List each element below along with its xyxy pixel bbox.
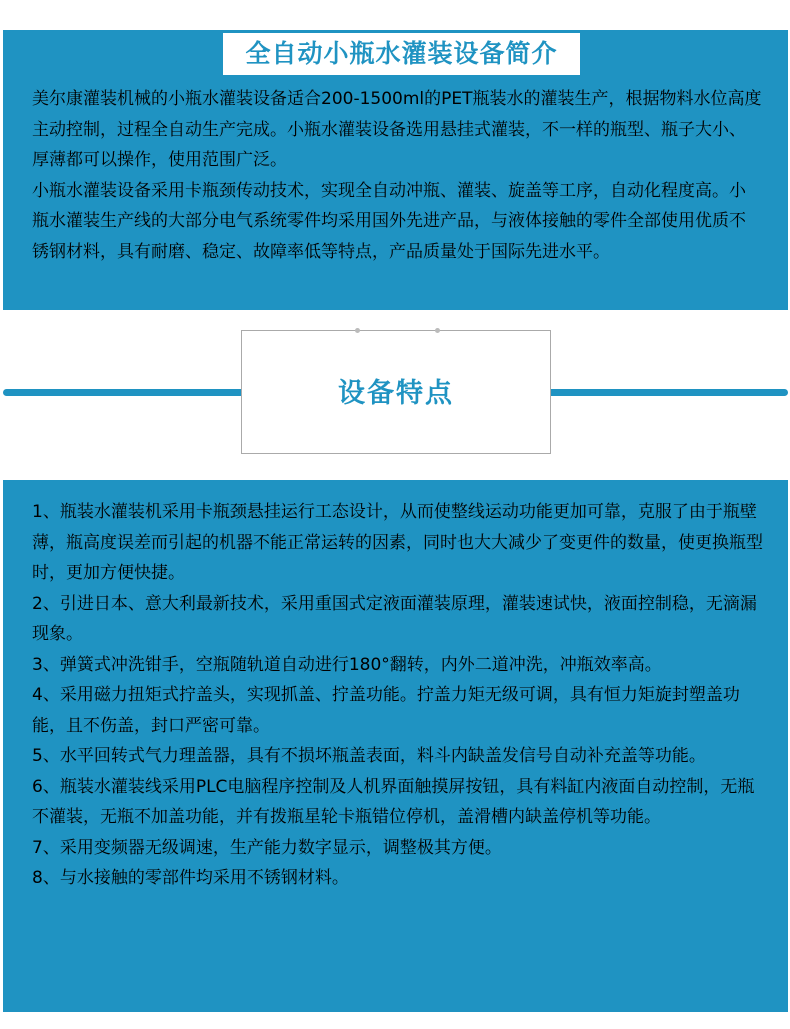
feature-item: 3、弹簧式冲洗钳手，空瓶随轨道自动进行180°翻转，内外二道冲洗，冲瓶效率高。 xyxy=(32,654,662,675)
intro-paragraph: 美尔康灌装机械的小瓶水灌装设备适合200-1500ml的PET瓶装水的灌装生产，根据物料水位高度主动控制，过程全自动生产完成。小瓶水灌装设备选用悬挂式灌装，不一样的瓶型、瓶子大小、厚薄都可以操作，使用范围广泛。 xyxy=(32,89,762,170)
feature-item: 2、引进日本、意大利最新技术，采用重国式定液面灌装原理，灌装速试快，液面控制稳，无滴漏现象。 xyxy=(32,593,757,644)
feature-item: 4、采用磁力扭矩式拧盖头，实现抓盖、拧盖功能。拧盖力矩无级可调，具有恒力矩旋封塑盖功能，且不伤盖，封口严密可靠。 xyxy=(32,685,740,736)
intro-paragraph: 小瓶水灌装设备采用卡瓶颈传动技术，实现全自动冲瓶、灌装、旋盖等工序，自动化程度高。小瓶水灌装生产线的大部分电气系统零件均采用国外先进产品，与液体接触的零件全部使用优质不锈钢材料，具有耐磨、稳定、故障率低等特点，产品质量处于国际先进水平。 xyxy=(32,180,746,262)
feature-item: 1、瓶装水灌装机采用卡瓶颈悬挂运行工态设计，从而使整线运动功能更加可靠，克服了由于瓶壁薄，瓶高度误差而引起的机器不能正常运转的因素，同时也大大减少了变更件的数量，使更换瓶型时，更加方便快捷。 xyxy=(32,502,763,583)
feature-item: 6、瓶装水灌装线采用PLC电脑程序控制及人机界面触摸屏按钮，具有料缸内液面自动控制，无瓶不灌装，无瓶不加盖功能，并有拨瓶星轮卡瓶错位停机，盖滑槽内缺盖停机等功能。 xyxy=(32,776,755,827)
decorative-dot-icon xyxy=(355,328,360,333)
features-heading: 设备特点 xyxy=(338,378,454,409)
features-list xyxy=(32,497,767,894)
feature-item: 5、水平回转式气力理盖器，具有不损坏瓶盖表面，料斗内缺盖发信号自动补充盖等功能。 xyxy=(32,746,706,766)
intro-text xyxy=(32,84,762,267)
features-heading-box xyxy=(241,330,551,454)
decorative-dot-icon xyxy=(435,328,440,333)
feature-item: 8、与水接触的零部件均采用不锈钢材料。 xyxy=(32,868,349,888)
feature-item: 7、采用变频器无级调速，生产能力数字显示，调整极其方便。 xyxy=(32,837,502,858)
intro-title: 全自动小瓶水灌装设备简介 xyxy=(223,33,580,75)
